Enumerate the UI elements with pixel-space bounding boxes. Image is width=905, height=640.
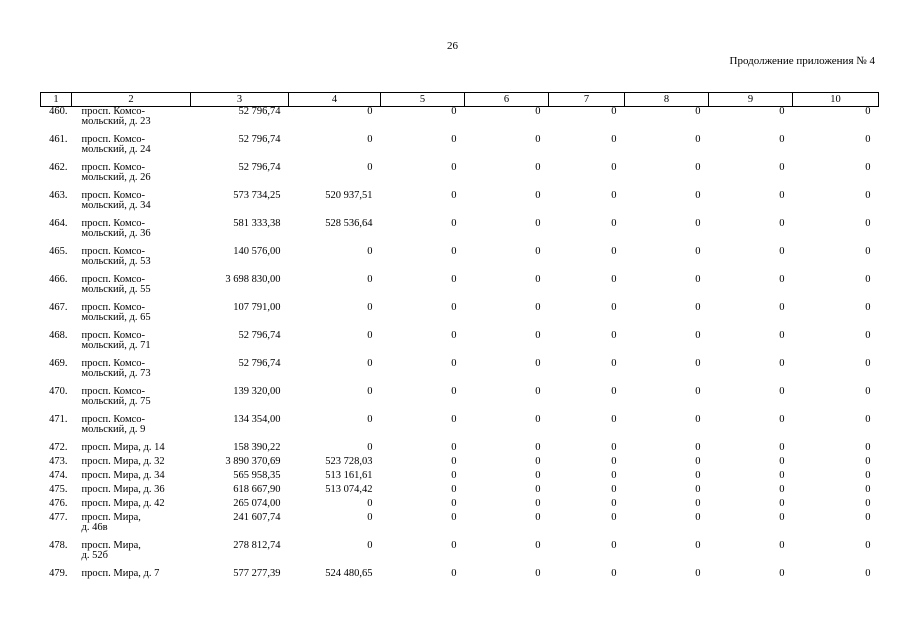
address-line: просп. Комсо- [81,301,145,313]
value-cell-c8: 0 [695,217,701,229]
table-row [41,247,879,275]
value-cell-c5: 0 [451,469,457,481]
value-cell-c9: 0 [779,455,785,467]
value-cell-c9: 0 [779,357,785,369]
value-cell-c7: 0 [611,357,617,369]
table-row [41,107,879,135]
row-number: 472. [49,441,68,453]
value-cell-c6: 0 [535,455,541,467]
address-line: д. 52б [81,549,108,561]
value-cell-c6: 0 [535,161,541,173]
value-cell-c10: 0 [865,483,871,495]
value-cell-c6: 0 [535,441,541,453]
value-cell-c10: 0 [865,539,871,551]
table-row [41,541,879,569]
value-cell-c4: 513 074,42 [325,483,373,495]
value-cell-c5: 0 [451,483,457,495]
value-cell-c4: 0 [367,133,373,145]
value-cell-c5: 0 [451,385,457,397]
address-line: мольский, д. 24 [81,143,151,155]
row-number: 467. [49,301,68,313]
value-cell-c3: 581 333,38 [233,217,281,229]
value-cell-c3: 618 667,90 [233,483,281,495]
address-line: мольский, д. 55 [81,283,151,295]
value-cell-c10: 0 [865,161,871,173]
table-row [41,387,879,415]
value-cell-c8: 0 [695,469,701,481]
value-cell-c5: 0 [451,301,457,313]
value-cell-c6: 0 [535,106,541,117]
value-cell-c9: 0 [779,189,785,201]
table-row [41,331,879,359]
value-cell-c8: 0 [695,329,701,341]
value-cell-c3: 52 796,74 [238,106,281,117]
value-cell-c7: 0 [611,385,617,397]
address-line: просп. Комсо- [81,189,145,201]
value-cell-c3: 52 796,74 [238,133,281,145]
column-header: 5 [381,93,465,107]
table-row [41,485,879,499]
table-row [41,457,879,471]
value-cell-c4: 0 [367,441,373,453]
address-cell [72,457,191,471]
value-cell-c6: 0 [535,245,541,257]
value-cell-c9: 0 [779,217,785,229]
address-line: мольский, д. 9 [81,423,146,435]
value-cell-c10: 0 [865,189,871,201]
value-cell-c9: 0 [779,106,785,117]
value-cell-c5: 0 [451,217,457,229]
address-cell [72,471,191,485]
column-header: 7 [549,93,625,107]
value-cell-c6: 0 [535,567,541,579]
data-table [40,92,879,583]
value-cell-c10: 0 [865,273,871,285]
value-cell-c8: 0 [695,301,701,313]
column-header: 4 [289,93,381,107]
value-cell-c7: 0 [611,133,617,145]
value-cell-c3: 565 958,35 [233,469,281,481]
row-number: 468. [49,329,68,341]
row-number: 477. [49,511,68,523]
address-cell [72,541,191,569]
value-cell-c5: 0 [451,567,457,579]
value-cell-c3: 573 734,25 [233,189,281,201]
value-cell-c7: 0 [611,455,617,467]
address-line: просп. Комсо- [81,133,145,145]
value-cell-c8: 0 [695,357,701,369]
column-header: 6 [465,93,549,107]
address-cell [72,331,191,359]
value-cell-c7: 0 [611,189,617,201]
value-cell-c4: 0 [367,329,373,341]
value-cell-c9: 0 [779,469,785,481]
row-number: 460. [49,106,68,117]
value-cell-c5: 0 [451,245,457,257]
row-number: 476. [49,497,68,509]
row-number: 463. [49,189,68,201]
value-cell-c7: 0 [611,329,617,341]
value-cell-c7: 0 [611,217,617,229]
value-cell-c6: 0 [535,217,541,229]
value-cell-c7: 0 [611,539,617,551]
value-cell-c6: 0 [535,511,541,523]
address-cell [72,303,191,331]
value-cell-c6: 0 [535,413,541,425]
value-cell-c4: 520 937,51 [325,189,373,201]
row-number: 478. [49,539,68,551]
value-cell-c4: 0 [367,245,373,257]
table-row [41,415,879,443]
value-cell-c9: 0 [779,133,785,145]
value-cell-c5: 0 [451,413,457,425]
value-cell-c5: 0 [451,511,457,523]
address-cell [72,513,191,541]
table-row [41,163,879,191]
value-cell-c4: 528 536,64 [325,217,373,229]
table-row [41,569,879,583]
value-cell-c10: 0 [865,441,871,453]
value-cell-c6: 0 [535,385,541,397]
row-number: 461. [49,133,68,145]
value-cell-c7: 0 [611,483,617,495]
value-cell-c8: 0 [695,511,701,523]
value-cell-c3: 158 390,22 [233,441,281,453]
value-cell-c5: 0 [451,539,457,551]
address-cell [72,247,191,275]
value-cell-c10: 0 [865,385,871,397]
value-cell-c9: 0 [779,413,785,425]
address-cell [72,163,191,191]
value-cell-c4: 0 [367,539,373,551]
row-number: 462. [49,161,68,173]
value-cell-c5: 0 [451,497,457,509]
value-cell-c8: 0 [695,567,701,579]
value-cell-c10: 0 [865,511,871,523]
value-cell-c10: 0 [865,301,871,313]
value-cell-c6: 0 [535,273,541,285]
value-cell-c4: 0 [367,497,373,509]
value-cell-c5: 0 [451,329,457,341]
value-cell-c8: 0 [695,455,701,467]
value-cell-c8: 0 [695,106,701,117]
row-number: 469. [49,357,68,369]
table-row [41,499,879,513]
value-cell-c6: 0 [535,357,541,369]
value-cell-c4: 0 [367,511,373,523]
value-cell-c8: 0 [695,133,701,145]
column-header: 10 [793,93,879,107]
column-header: 3 [191,93,289,107]
value-cell-c6: 0 [535,133,541,145]
row-number: 474. [49,469,68,481]
table-row [41,359,879,387]
row-number: 475. [49,483,68,495]
table-row [41,135,879,163]
value-cell-c9: 0 [779,441,785,453]
address-line: просп. Комсо- [81,273,145,285]
value-cell-c3: 278 812,74 [233,539,281,551]
value-cell-c6: 0 [535,483,541,495]
address-line: мольский, д. 71 [81,339,151,351]
value-cell-c7: 0 [611,301,617,313]
value-cell-c3: 139 320,00 [233,385,281,397]
address-line: мольский, д. 23 [81,116,151,127]
address-line: просп. Комсо- [81,106,145,117]
value-cell-c4: 0 [367,273,373,285]
value-cell-c6: 0 [535,301,541,313]
value-cell-c10: 0 [865,469,871,481]
value-cell-c5: 0 [451,189,457,201]
value-cell-c8: 0 [695,273,701,285]
page-number: 26 [447,40,458,52]
column-header: 9 [709,93,793,107]
value-cell-c6: 0 [535,539,541,551]
value-cell-c10: 0 [865,329,871,341]
value-cell-c10: 0 [865,567,871,579]
value-cell-c3: 265 074,00 [233,497,281,509]
address-line: просп. Комсо- [81,217,145,229]
address-line: просп. Мира, д. 36 [81,483,165,495]
value-cell-c10: 0 [865,413,871,425]
value-cell-c3: 134 354,00 [233,413,281,425]
table-row [41,219,879,247]
address-line: просп. Комсо- [81,329,145,341]
address-line: просп. Комсо- [81,357,145,369]
value-cell-c9: 0 [779,385,785,397]
table-row [41,303,879,331]
value-cell-c5: 0 [451,161,457,173]
address-line: просп. Комсо- [81,413,145,425]
value-cell-c3: 52 796,74 [238,357,281,369]
address-line: просп. Мира, д. 42 [81,497,165,509]
value-cell-c9: 0 [779,483,785,495]
address-line: просп. Мира, д. 7 [81,567,160,579]
value-cell-c3: 3 698 830,00 [225,273,281,285]
address-line: просп. Комсо- [81,161,145,173]
value-cell-c9: 0 [779,161,785,173]
column-header: 1 [41,93,72,107]
value-cell-c10: 0 [865,497,871,509]
value-cell-c4: 0 [367,301,373,313]
value-cell-c4: 523 728,03 [325,455,373,467]
value-cell-c7: 0 [611,273,617,285]
value-cell-c9: 0 [779,511,785,523]
row-number: 473. [49,455,68,467]
address-line: просп. Мира, д. 14 [81,441,165,453]
table-row [41,471,879,485]
value-cell-c9: 0 [779,273,785,285]
address-line: просп. Мира, д. 32 [81,455,165,467]
value-cell-c7: 0 [611,413,617,425]
value-cell-c3: 52 796,74 [238,329,281,341]
value-cell-c10: 0 [865,133,871,145]
value-cell-c7: 0 [611,497,617,509]
value-cell-c9: 0 [779,539,785,551]
address-cell [72,275,191,303]
value-cell-c6: 0 [535,329,541,341]
address-cell [72,135,191,163]
value-cell-c3: 577 277,39 [233,567,281,579]
value-cell-c5: 0 [451,273,457,285]
row-number: 466. [49,273,68,285]
value-cell-c6: 0 [535,469,541,481]
table-row [41,513,879,541]
value-cell-c4: 524 480,65 [325,567,373,579]
row-number: 464. [49,217,68,229]
table-row [41,275,879,303]
address-line: просп. Мира, [81,511,141,523]
row-number: 479. [49,567,68,579]
address-line: просп. Мира, [81,539,141,551]
value-cell-c7: 0 [611,567,617,579]
value-cell-c10: 0 [865,245,871,257]
address-cell [72,443,191,457]
address-line: мольский, д. 75 [81,395,151,407]
appendix-note: Продолжение приложения № 4 [729,55,875,67]
value-cell-c5: 0 [451,133,457,145]
value-cell-c9: 0 [779,497,785,509]
value-cell-c7: 0 [611,106,617,117]
value-cell-c8: 0 [695,385,701,397]
address-line: мольский, д. 53 [81,255,151,267]
address-line: мольский, д. 73 [81,367,151,379]
row-number: 471. [49,413,68,425]
value-cell-c8: 0 [695,413,701,425]
address-cell [72,107,191,135]
column-header: 2 [72,93,191,107]
value-cell-c7: 0 [611,441,617,453]
value-cell-c3: 3 890 370,69 [225,455,281,467]
row-number: 470. [49,385,68,397]
value-cell-c3: 241 607,74 [233,511,281,523]
value-cell-c3: 52 796,74 [238,161,281,173]
address-cell [72,359,191,387]
value-cell-c8: 0 [695,483,701,495]
value-cell-c9: 0 [779,301,785,313]
address-cell [72,191,191,219]
address-line: просп. Мира, д. 34 [81,469,165,481]
value-cell-c5: 0 [451,106,457,117]
address-cell [72,569,191,583]
value-cell-c9: 0 [779,567,785,579]
value-cell-c7: 0 [611,161,617,173]
value-cell-c7: 0 [611,245,617,257]
address-line: просп. Комсо- [81,385,145,397]
table-row [41,191,879,219]
value-cell-c9: 0 [779,329,785,341]
value-cell-c10: 0 [865,217,871,229]
value-cell-c4: 0 [367,161,373,173]
value-cell-c9: 0 [779,245,785,257]
address-line: д. 46в [81,521,108,533]
value-cell-c6: 0 [535,189,541,201]
value-cell-c7: 0 [611,511,617,523]
value-cell-c10: 0 [865,357,871,369]
address-cell [72,499,191,513]
value-cell-c4: 0 [367,357,373,369]
address-line: мольский, д. 34 [81,199,151,211]
value-cell-c5: 0 [451,441,457,453]
address-cell [72,485,191,499]
value-cell-c8: 0 [695,539,701,551]
address-cell [72,219,191,247]
column-header: 8 [625,93,709,107]
address-line: просп. Комсо- [81,245,145,257]
value-cell-c5: 0 [451,357,457,369]
value-cell-c8: 0 [695,441,701,453]
row-number: 465. [49,245,68,257]
address-line: мольский, д. 36 [81,227,151,239]
value-cell-c4: 0 [367,385,373,397]
value-cell-c4: 513 161,61 [325,469,373,481]
value-cell-c7: 0 [611,469,617,481]
header-row [41,93,879,107]
table-row [41,443,879,457]
address-cell [72,415,191,443]
value-cell-c10: 0 [865,106,871,117]
value-cell-c6: 0 [535,497,541,509]
address-line: мольский, д. 65 [81,311,151,323]
value-cell-c10: 0 [865,455,871,467]
value-cell-c3: 140 576,00 [233,245,281,257]
value-cell-c8: 0 [695,161,701,173]
value-cell-c4: 0 [367,106,373,117]
value-cell-c5: 0 [451,455,457,467]
address-cell [72,387,191,415]
value-cell-c8: 0 [695,497,701,509]
address-line: мольский, д. 26 [81,171,151,183]
value-cell-c8: 0 [695,189,701,201]
value-cell-c3: 107 791,00 [233,301,281,313]
value-cell-c8: 0 [695,245,701,257]
value-cell-c4: 0 [367,413,373,425]
